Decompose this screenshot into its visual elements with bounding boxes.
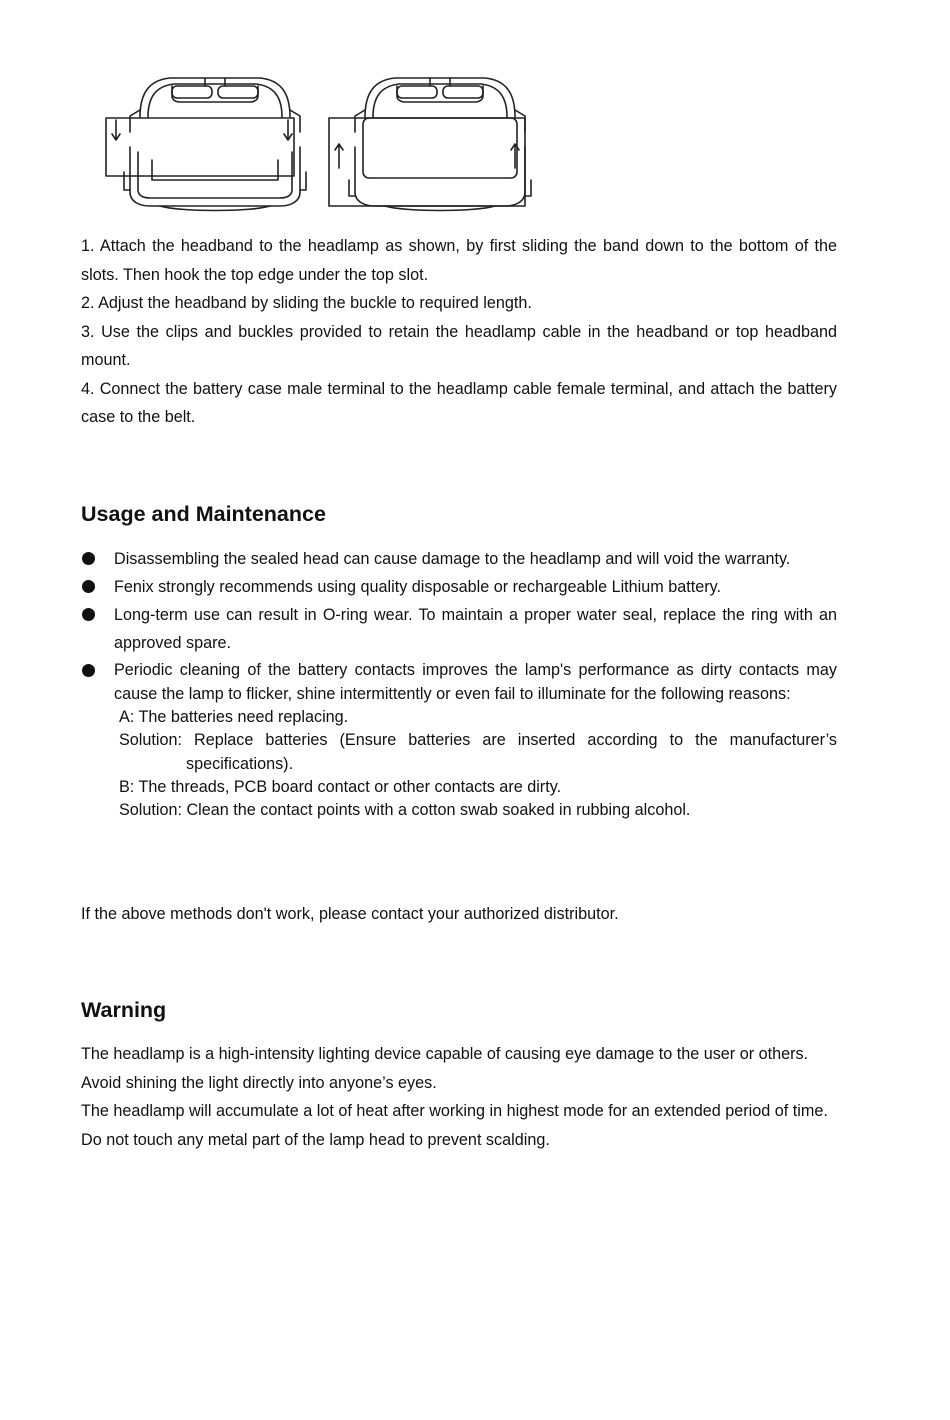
list-item [81,601,837,657]
list-item [81,545,837,573]
warning-paragraph-1: The headlamp is a high-intensity lighting device capable of causing eye damage to the user or others. Avoid shining the light directly into anyone’s eyes. [81,1045,809,1092]
solution-a-line2: specifications). [186,754,294,773]
bullet-text: Periodic cleaning of the battery contacts improves the lamp's performance as dirty contacts may cause the lamp to flicker, shine intermittently or even fail to illuminate for the following reasons: [114,661,837,703]
headband-attachment-illustration [100,72,540,217]
step-2: 2. Adjust the headband by sliding the buckle to required length. [81,294,532,312]
reason-a: A: The batteries need replacing. [119,708,349,726]
usage-heading: Usage and Maintenance [81,502,326,526]
step-4: 4. Connect the battery case male terminal to the headlamp cable female terminal, and attach the battery case to the belt. [81,379,837,426]
bullet-icon [82,664,95,677]
solution-b: Solution: Clean the contact points with a cotton swab soaked in rubbing alcohol. [119,801,691,820]
bullet-icon [82,608,95,621]
installation-steps [81,232,837,432]
solution-a [119,729,837,776]
usage-bullet-list [81,545,837,822]
step-3: 3. Use the clips and buckles provided to retain the headlamp cable in the headband or top headband mount. [81,322,837,369]
headlamp-right-icon [329,78,531,211]
headlamp-left-icon [106,78,306,211]
warning-paragraph-2: The headlamp will accumulate a lot of heat after working in highest mode for an extended period of time. Do not touch any metal part of the lamp head to prevent scalding. [81,1102,828,1149]
document-body [81,232,837,1149]
list-item [81,573,837,601]
warning-text [81,1040,837,1154]
closing-note: If the above methods don't work, please contact your authorized distributor. [81,905,619,923]
warning-heading: Warning [81,998,167,1022]
bullet-text: Fenix strongly recommends using quality disposable or rechargeable Lithium battery. [114,578,722,596]
bullet-icon [82,580,95,593]
bullet-text: Long-term use can result in O-ring wear. To maintain a proper water seal, replace the ring with an approved spare. [114,606,837,652]
reason-b: B: The threads, PCB board contact or other contacts are dirty. [119,777,562,796]
solution-a-line1: Solution: Replace batteries (Ensure batteries are inserted according to the manufacturer’s [119,731,837,750]
list-item [81,659,837,706]
bullet-text: Disassembling the sealed head can cause damage to the headlamp and will void the warranty. [114,550,791,568]
step-1: 1. Attach the headband to the headlamp as shown, by first sliding the band down to the bottom of the slots. Then hook the top edge under the top slot. [81,237,837,284]
bullet-icon [82,552,95,565]
